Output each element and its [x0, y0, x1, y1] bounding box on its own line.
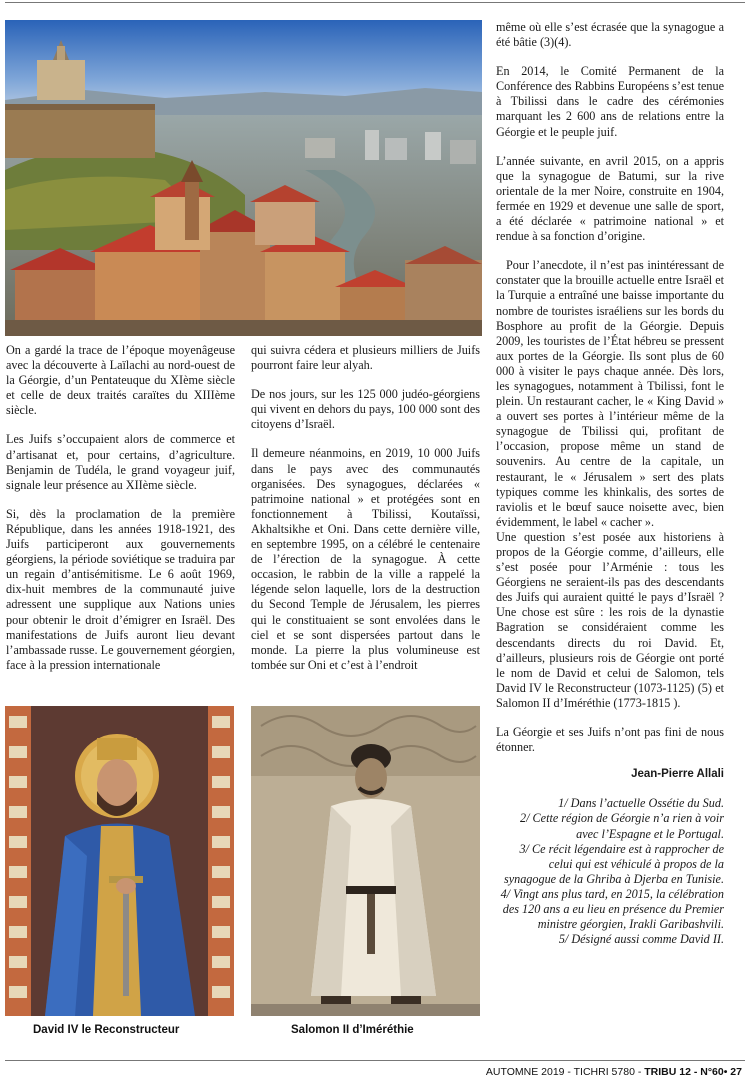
- david-iv-fresco-image: [5, 706, 234, 1016]
- footnote-3: 3/ Ce récit légendaire est à rapprocher de celui qui est véhiculé à propos de la synagogue de la Ghriba à Djerba en Tunisie.: [503, 841, 724, 886]
- bottom-rule: [5, 1060, 745, 1061]
- column-1: [6, 343, 235, 673]
- top-rule: [5, 2, 745, 3]
- paragraph-2014-conference: En 2014, le Comité Permanent de la Conférence des Rabbins Européens s’est tenue à Tbilissi dans le cadre des cérémonies marquant les 2 600 ans de relations entre la Géorgie et le peuple juif.: [496, 64, 724, 139]
- footnote-2: 2/ Cette région de Géorgie n’a rien à voir avec l’Espagne et le Portugal.: [520, 811, 724, 841]
- paragraph-diaspora: De nos jours, sur les 125 000 judéo-géorgiens qui vivent en dehors du pays, 100 000 sont des citoyens d’Israël.: [251, 387, 480, 432]
- footnotes: [496, 796, 724, 947]
- footer-magazine: TRIBU 12 - N°60• 27: [644, 1066, 742, 1078]
- paragraph-conclusion: La Géorgie et ses Juifs n’ont pas fini de nous étonner.: [496, 725, 724, 755]
- footnote-4: 4/ Vingt ans plus tard, en 2015, la célébration des 120 ans a eu lieu en présence du Premier ministre géorgien, Irakli Garibashvili.: [500, 886, 724, 932]
- paragraph-oni-synagogue: même où elle s’est écrasée que la synagogue a été bâtie (3)(4).: [496, 20, 724, 50]
- author-name: Jean-Pierre Allali: [631, 768, 724, 781]
- column-2: [251, 343, 480, 673]
- salomon-ii-portrait-image: [251, 706, 480, 1016]
- paragraph-republic: Si, dès la proclamation de la première République, dans les années 1918-1921, des Juifs participeront aux gouvernements géorgiens, la période soviétique se traduira par un regain d’antisémitisme. Le 6 août 1969, dix-huit membres de la communauté juive adressent une supplique aux Nations unies pour obtenir le droit d’émigrer en Israël. Des manifestations de Juifs auront lieu devant l’ambassade russe. Le gouvernement géorgien, face à la pression internationale: [6, 506, 235, 672]
- paragraph-middle-ages: On a gardé la trace de l’époque moyenâgeuse avec la découverte à Laïlachi au nord-ouest de la Géorgie, d’un Pentateuque du XIème siècle et celle de deux traités caraïtes du XIIIème siècle.: [6, 343, 235, 418]
- caption-salomon-ii: Salomon II d’Iméréthie: [291, 1024, 414, 1036]
- paragraph-batumi: L’année suivante, en avril 2015, on a appris que la synagogue de Batumi, sur la rive orientale de la mer Noire, construite en 1904, fermée en 1929 et devenue une salle de sport, a été déclarée « patrimoine national » et rendue à sa fonction d’origine.: [496, 153, 724, 244]
- footer-issue: AUTOMNE 2019 - TICHRI 5780 -: [485, 1066, 645, 1078]
- paragraph-synagogues: Il demeure néanmoins, en 2019, 10 000 Juifs dans le pays avec des communautés organisées. Des synagogues, déclarées « patrimoine national » et protégées sont en fonctionnement à Tbilissi, Koutaïssi, Akhaltsikhe et Oni. Dans cette dernière ville, en septembre 1995, on a célébré le centenaire de l’érection de la synagogue. À cette occasion, le rabbin de la ville a rappelé la légende selon laquelle, lors de la destruction du Second Temple de Jérusalem, les pierres qui le constituaient se sont envolées dans le ciel et se sont dispersées partout dans le monde. La pierre la plus volumineuse est tombée sur Oni et c’est à l’endroit: [251, 446, 480, 672]
- footnote-5: 5/ Désigné aussi comme David II.: [558, 932, 724, 947]
- paragraph-commerce: Les Juifs s’occupaient alors de commerce et d’artisanat et, pour certains, d’agriculture. Benjamin de Tudéla, le grand voyageur juif, signale leur présence au XIIème siècle.: [6, 432, 235, 492]
- paragraph-tourism: Pour l’anecdote, il n’est pas inintéressant de constater que la brouille actuelle entre Israël et la Turquie a entraîné une baisse importante du nombre de touristes israéliens sur les bords du Bosphore au profit de la Géorgie. Depuis 2009, les touristes de l’État hébreu se pressent aux portes de la Géorgie. Ils sont plus de 60 000 à visiter le pays chaque année. Dès lors, les synagogues, notamment à Tbilissi, font le plein. Un restaurant cacher, le « King David » a ouvert ses portes à l’intérieur même de la synagogue de Tbilissi qui, profitant de l’occasion, propose même un stand de souvenirs. Au centre de la capitale, un restaurant, le « Jérusalem » sert des plats typiques comme les khinkalis, des sortes de raviolis et le bœuf sauce noisette avec, bien évidemment, le label « cacher ».: [496, 258, 724, 529]
- caption-david-iv: David IV le Reconstructeur: [33, 1024, 180, 1036]
- tbilisi-panorama-photo: [5, 20, 482, 336]
- footnote-1: 1/ Dans l’actuelle Ossétie du Sud.: [558, 796, 724, 811]
- page-footer: [486, 1066, 742, 1078]
- paragraph-bagration: Une question s’est posée aux historiens à propos de la Géorgie comme, d’ailleurs, elle s’est posée pour l’Arménie : tous les Géorgiens ne seraient-ils pas des descendants des Juifs qui auraient quitté le pays d’Israël ? Une chose est sûre : les rois de la dynastie Bagration se considéraient comme les descendants directs du roi David. Et, d’ailleurs, plusieurs rois de Géorgie ont porté le nom de David et celui de Salomon, tels David IV le Reconstructeur (1073-1125) (5) et Salomon II d’Iméréthie (1773-1815 ).: [496, 529, 724, 710]
- paragraph-alyah: qui suivra cédera et plusieurs milliers de Juifs pourront faire leur alyah.: [251, 343, 480, 373]
- column-3: [496, 20, 724, 947]
